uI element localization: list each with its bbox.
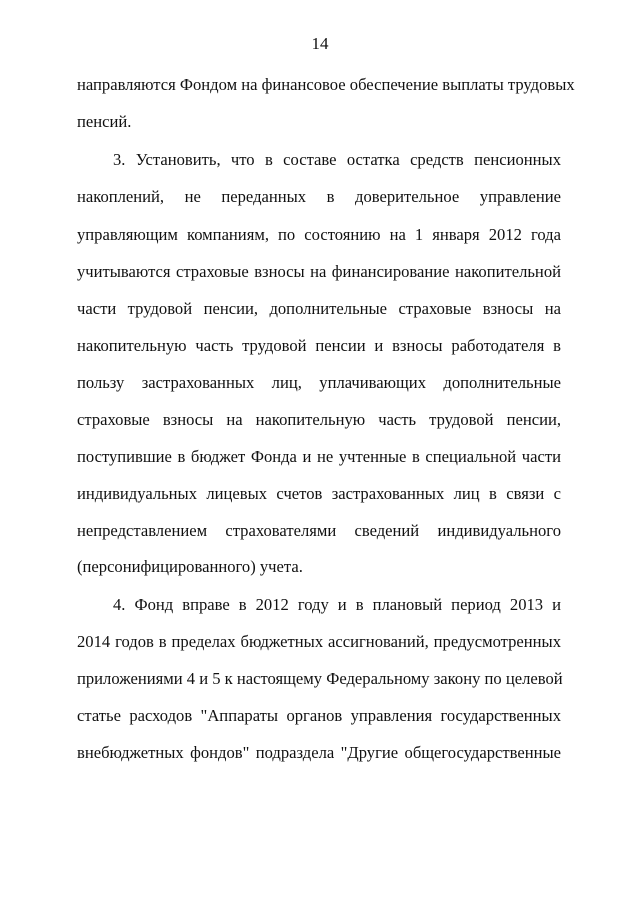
text-line: поступившие в бюджет Фонда и не учтенные в специальной части (77, 447, 561, 466)
text-line: накоплений, не переданных в доверительное управление (77, 187, 561, 206)
text-line: непредставлением страхователями сведений индивидуального (77, 521, 561, 540)
text-line: накопительную часть трудовой пенсии и взносы работодателя в (77, 336, 561, 355)
text-line: направляются Фондом на финансовое обеспечение выплаты трудовых (77, 75, 575, 94)
paragraph-start-line: 4. Фонд вправе в 2012 году и в плановый период 2013 и (113, 595, 561, 614)
text-line: приложениями 4 и 5 к настоящему Федеральному закону по целевой (77, 669, 563, 688)
paragraph-start-line: 3. Установить, что в составе остатка средств пенсионных (113, 150, 561, 169)
text-line: 2014 годов в пределах бюджетных ассигнований, предусмотренных (77, 632, 561, 651)
text-line: (персонифицированного) учета. (77, 557, 303, 576)
text-line: управляющим компаниям, по состоянию на 1 января 2012 года (77, 225, 561, 244)
text-line: пользу застрахованных лиц, уплачивающих дополнительные (77, 373, 561, 392)
text-line: индивидуальных лицевых счетов застрахованных лиц в связи с (77, 484, 561, 503)
text-line: учитываются страховые взносы на финансирование накопительной (77, 262, 561, 281)
page-number: 14 (311, 34, 329, 53)
text-line: внебюджетных фондов" подраздела "Другие общегосударственные (77, 743, 561, 762)
text-line: пенсий. (77, 112, 132, 131)
text-line: страховые взносы на накопительную часть трудовой пенсии, (77, 410, 561, 429)
text-line: части трудовой пенсии, дополнительные страховые взносы на (77, 299, 561, 318)
text-line: статье расходов "Аппараты органов управления государственных (77, 706, 561, 725)
